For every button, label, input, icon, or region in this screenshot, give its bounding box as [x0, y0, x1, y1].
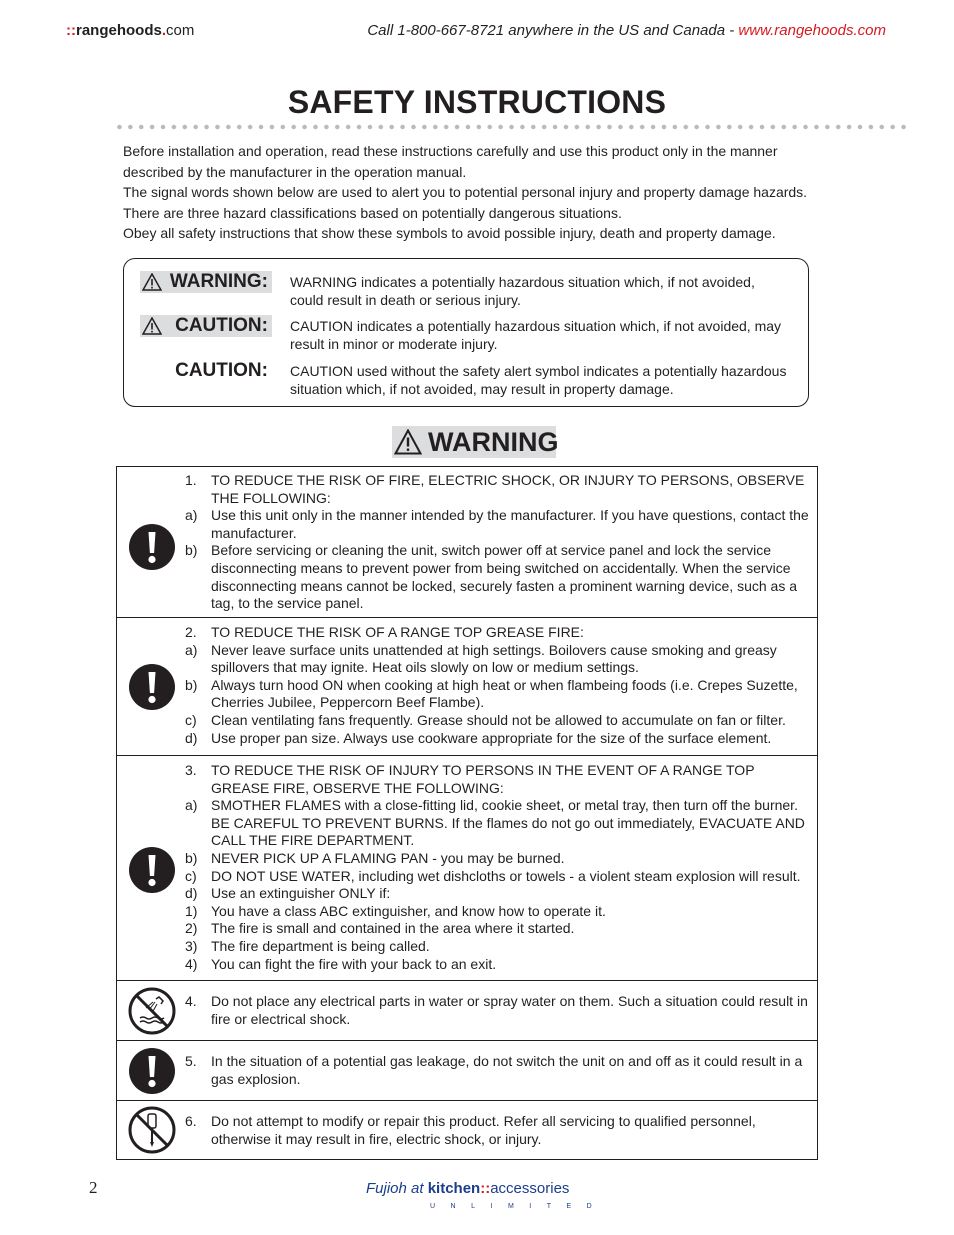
list-item: a) Use this unit only in the manner intended by the manufacturer. If you have questions, contact the manufacturer. — [185, 507, 809, 541]
warning-row-2 — [117, 617, 817, 755]
warning-label: WARNING: — [140, 271, 272, 293]
no-water-icon — [128, 987, 176, 1035]
page-number: 2 — [89, 1178, 98, 1197]
list-item: 4. Do not place any electrical parts in water or spray water on them. Such a situation could result in fire or electrical shock. — [185, 993, 808, 1027]
rangehoods-logo[interactable]: ::rangehoods.com — [66, 22, 195, 39]
list-item: a) SMOTHER FLAMES with a close-fitting lid, cookie sheet, or metal tray, then turn off the burner. BE CAREFUL TO PREVENT BURNS. If the flames do not go out immediately, EVACUATE AND CALL THE FIRE DEPARTMENT. — [185, 797, 805, 849]
hazard-classification-box — [123, 258, 809, 407]
caution-label: CAUTION: — [140, 315, 272, 337]
warning-heading: WARNING — [392, 426, 556, 458]
mandatory-exclamation-icon — [128, 523, 176, 571]
warning-row-4 — [117, 980, 817, 1040]
warning-items — [185, 1113, 811, 1148]
warning-row-6 — [117, 1100, 817, 1159]
list-item: a) Never leave surface units unattended at high settings. Boilovers cause smoking and greasy spillovers that may ignite. Heat oils slowly on low or medium settings. — [185, 641, 777, 676]
list-item: d) Use an extinguisher ONLY if: — [185, 885, 391, 902]
alert-triangle-icon — [142, 273, 162, 291]
warning-table — [116, 466, 818, 1160]
warning-row-5 — [117, 1040, 817, 1100]
intro-paragraph: The signal words shown below are used to alert you to potential personal injury and property damage hazards. — [123, 184, 808, 200]
intro-paragraph: Obey all safety instructions that show these symbols to avoid possible injury, death and property damage. — [123, 225, 776, 241]
warning-items — [185, 762, 811, 973]
intro-paragraph: There are three hazard classifications based on potentially dangerous situations. — [123, 204, 622, 221]
list-item: c) Clean ventilating fans frequently. Grease should not be allowed to accumulate on fan or filter. — [185, 711, 786, 728]
list-item: 1. TO REDUCE THE RISK OF FIRE, ELECTRIC SHOCK, OR INJURY TO PERSONS, OBSERVE THE FOLLOWING: — [185, 472, 805, 506]
list-item: b) NEVER PICK UP A FLAMING PAN - you may be burned. — [185, 849, 565, 866]
list-item: 3) The fire department is being called. — [185, 937, 430, 954]
website-link[interactable]: www.rangehoods.com — [738, 22, 886, 39]
warning-row-3 — [117, 755, 817, 980]
list-item: c) DO NOT USE WATER, including wet dishcloths or towels - a violent steam explosion will result. — [185, 867, 801, 884]
list-item: 5. In the situation of a potential gas leakage, do not switch the unit on and off as it could result in a gas explosion. — [185, 1053, 803, 1087]
list-item: 6. Do not attempt to modify or repair this product. Refer all servicing to qualified personnel, otherwise it may result in fire, electric shock, or injury. — [185, 1113, 756, 1147]
mandatory-exclamation-icon — [128, 846, 176, 894]
footer-tagline: UNLIMITED — [430, 1203, 608, 1210]
intro-paragraph: Before installation and operation, read these instructions carefully and use this product only in the manner described by the manufacturer in the operation manual. — [123, 143, 778, 180]
warning-items — [185, 993, 811, 1028]
footer-brand: Fujioh at kitchen::accessories — [366, 1180, 570, 1197]
call-line: Call 1-800-667-8721 anywhere in the US and Canada - www.rangehoods.com — [367, 22, 886, 39]
mandatory-exclamation-icon — [128, 1047, 176, 1095]
warning-description: WARNING indicates a potentially hazardous situation which, if not avoided, could result in death or serious injury. — [290, 274, 755, 308]
list-item: d) Use proper pan size. Always use cookware appropriate for the size of the surface element. — [185, 729, 772, 746]
warning-items — [185, 1053, 811, 1088]
caution-property-label: CAUTION: — [175, 360, 268, 381]
list-item: b) Before servicing or cleaning the unit, switch power off at service panel and lock the service disconnecting means to prevent power from being switched on accidentally. When the service disconnecting means cannot be locked, securely fasten a prominent warning device, such as a tag, to the service panel. — [185, 542, 798, 612]
caution-property-description: CAUTION used without the safety alert symbol indicates a potentially hazardous situation which, if not avoided, may result in property damage. — [290, 363, 787, 397]
mandatory-exclamation-icon — [128, 663, 176, 711]
dotted-divider — [114, 124, 906, 130]
list-item: 1) You have a class ABC extinguisher, and know how to operate it. — [185, 902, 606, 919]
caution-description: CAUTION indicates a potentially hazardous situation which, if not avoided, may result in minor or moderate injury. — [290, 318, 782, 352]
list-item: 4) You can fight the fire with your back to an exit. — [185, 955, 497, 972]
list-item: 2. TO REDUCE THE RISK OF A RANGE TOP GREASE FIRE: — [185, 624, 584, 640]
list-item: 3. TO REDUCE THE RISK OF INJURY TO PERSONS IN THE EVENT OF A RANGE TOP GREASE FIRE, OBSERVE THE FOLLOWING: — [185, 762, 755, 796]
page-header — [0, 22, 954, 42]
alert-triangle-icon — [142, 317, 162, 335]
no-disassembly-icon — [128, 1106, 176, 1154]
warning-row-1 — [117, 467, 817, 617]
alert-triangle-icon — [394, 429, 422, 455]
warning-items — [185, 624, 811, 747]
warning-items — [185, 472, 811, 613]
list-item: b) Always turn hood ON when cooking at high heat or when flambeing foods (i.e. Crepes Suzette, Cherries Jubilee, Peppercorn Beef Flambe). — [185, 676, 798, 711]
page-title: SAFETY INSTRUCTIONS — [287, 84, 667, 120]
list-item: 2) The fire is small and contained in the area where it started. — [185, 920, 575, 937]
intro-text — [123, 141, 833, 244]
